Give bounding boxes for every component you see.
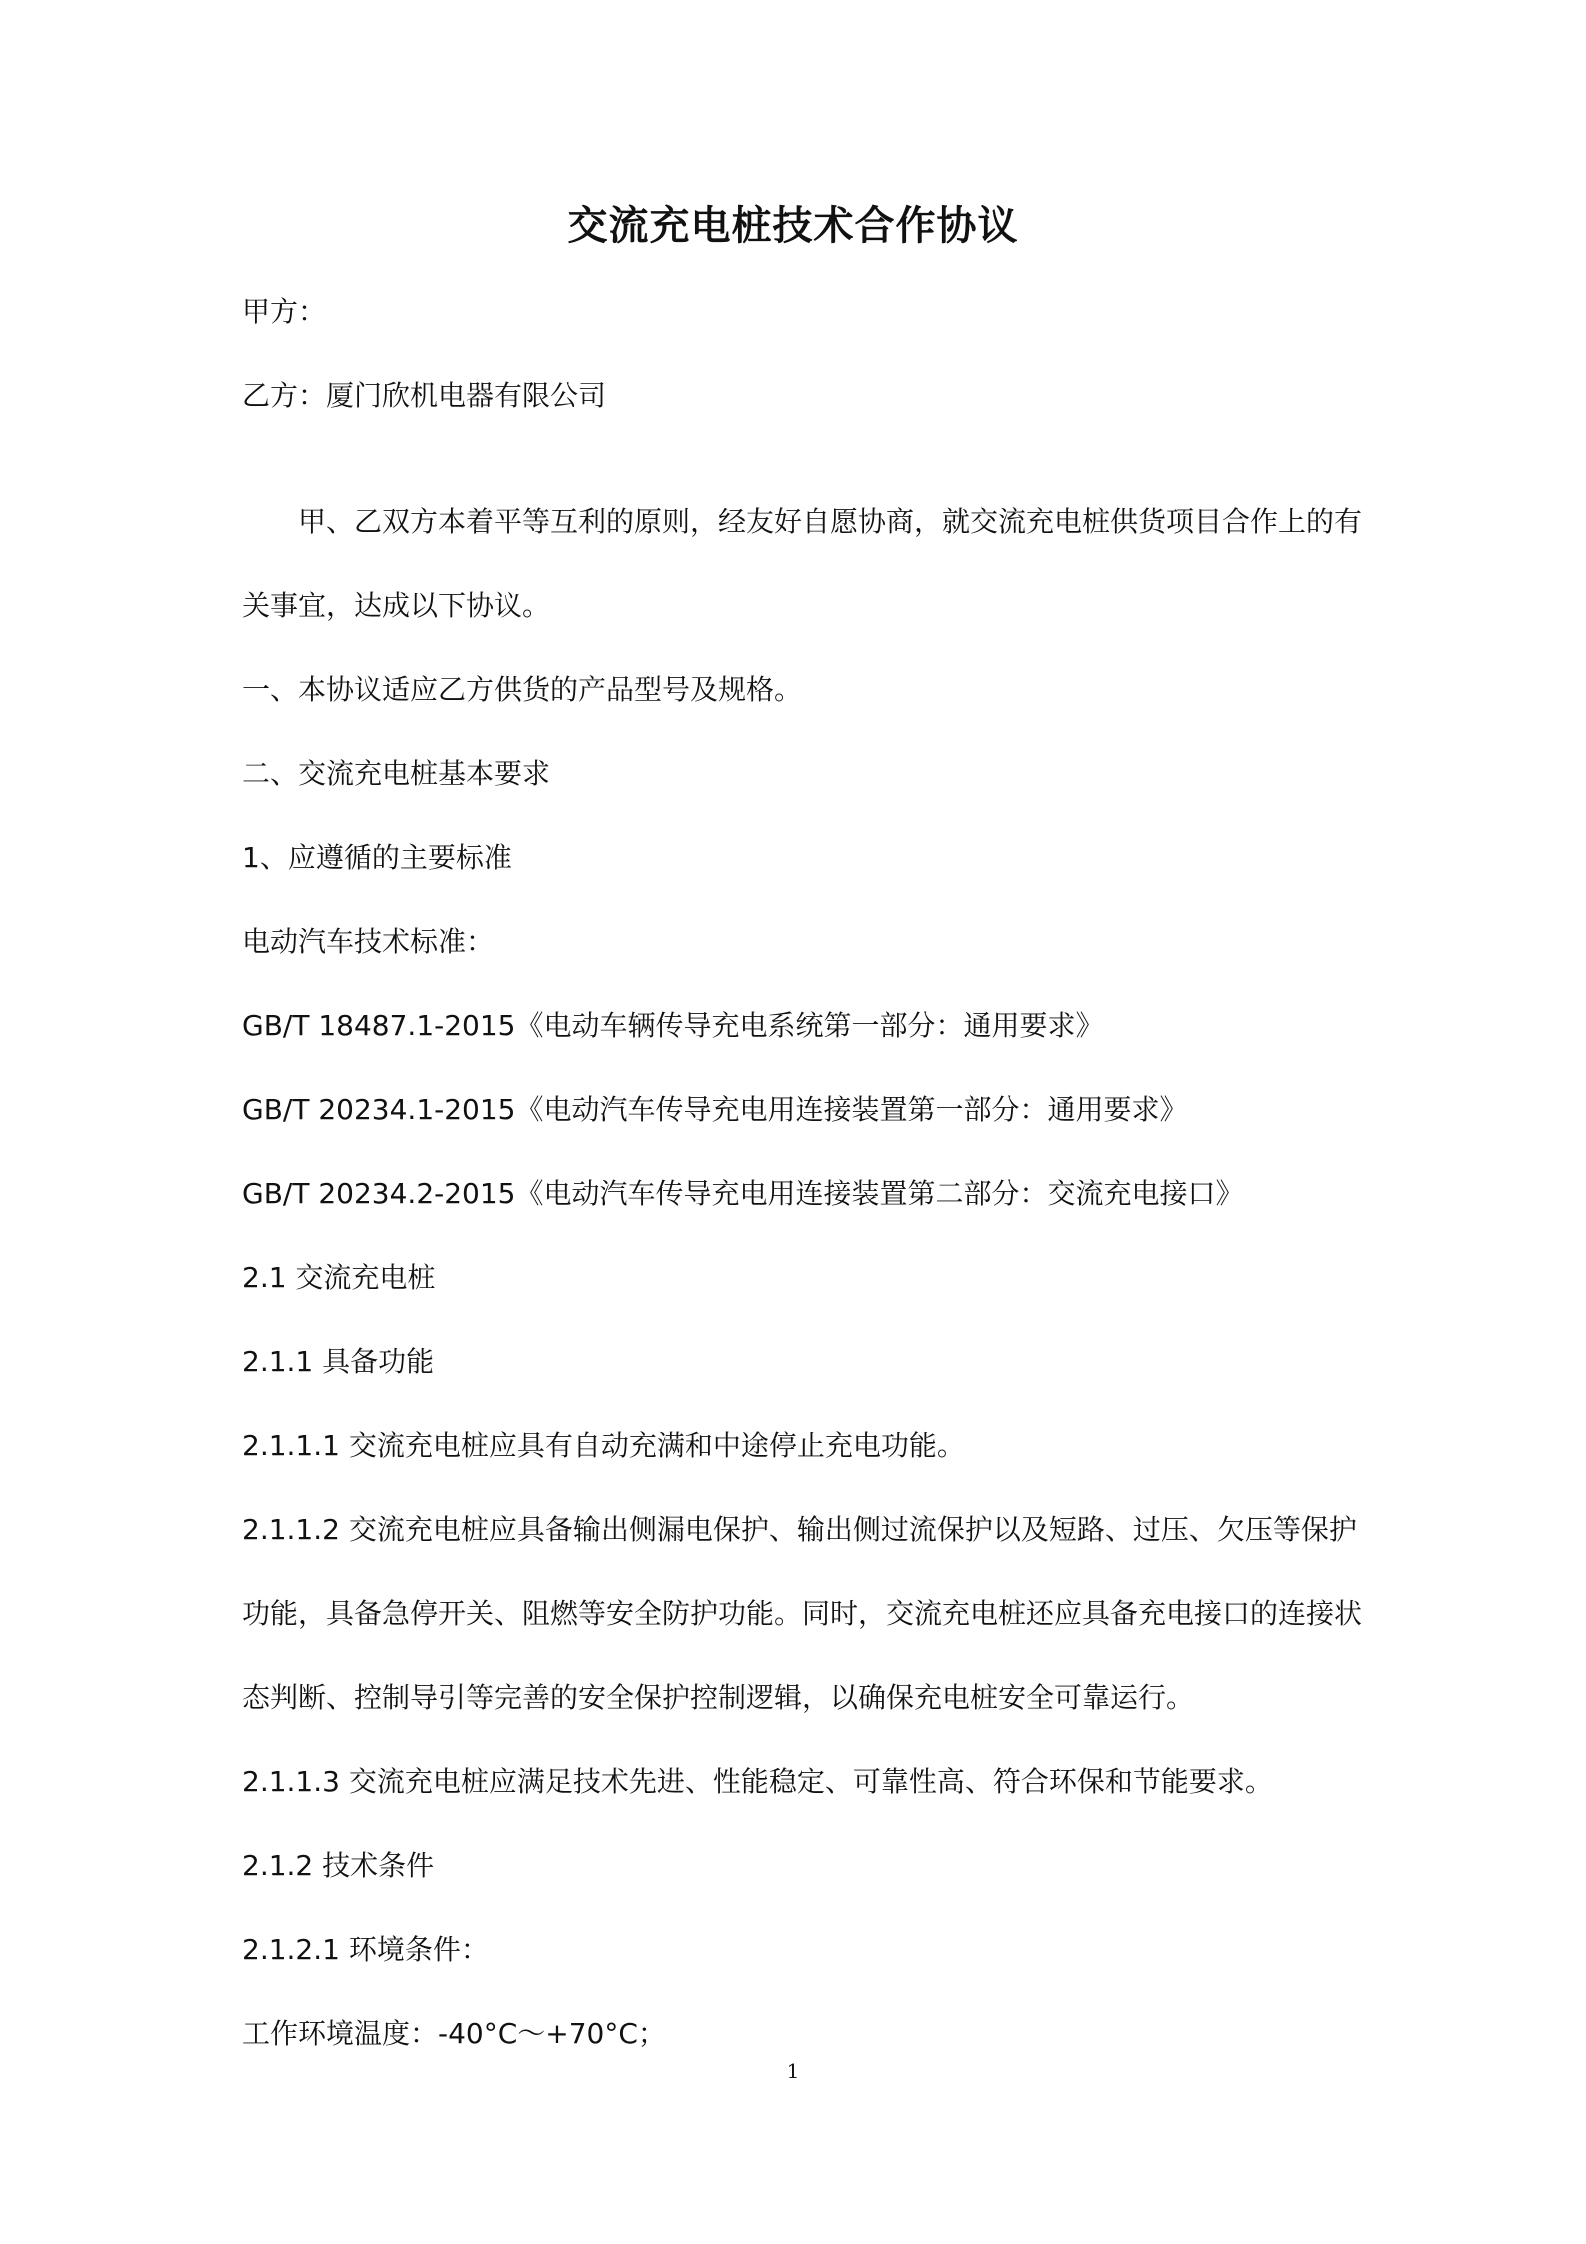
clause-2-1-1-2-line-3: 态判断、控制导引等完善的安全保护控制逻辑，以确保充电桩安全可靠运行。 [242,1681,1195,1714]
party-b-line: 乙方：厦门欣机电器有限公司 [242,379,607,412]
intro-paragraph-line-1: 甲、乙双方本着平等互利的原则，经友好自愿协商，就交流充电桩供货项目合作上的有 [298,505,1363,538]
clause-2-1-1-3: 2.1.1.3 交流充电桩应满足技术先进、性能稳定、可靠性高、符合环保和节能要求。 [242,1765,1273,1798]
clause-2-1-2-1: 2.1.2.1 环境条件： [242,1933,489,1966]
section-2-1-1-heading: 2.1.1 具备功能 [242,1345,435,1378]
section-2-1-2-heading: 2.1.2 技术条件 [242,1849,435,1882]
document-title: 交流充电桩技术合作协议 [567,203,1019,249]
section-2-heading: 二、交流充电桩基本要求 [242,757,551,790]
section-2-1-heading: 2.1 交流充电桩 [242,1261,436,1294]
standard-item: GB/T 20234.1-2015《电动汽车传导充电用连接装置第一部分：通用要求》 [242,1093,1188,1126]
intro-paragraph-line-2: 关事宜，达成以下协议。 [242,589,551,622]
clause-2-1-1-2-line-2: 功能，具备急停开关、阻燃等安全防护功能。同时，交流充电桩还应具备充电接口的连接状 [242,1597,1363,1630]
item-1-heading: 1、应遵循的主要标准 [242,841,512,874]
standard-item: GB/T 18487.1-2015《电动车辆传导充电系统第一部分：通用要求》 [242,1009,1104,1042]
standard-item: GB/T 20234.2-2015《电动汽车传导充电用连接装置第二部分：交流充电接口》 [242,1177,1244,1210]
clause-2-1-1-1: 2.1.1.1 交流充电桩应具有自动充满和中途停止充电功能。 [242,1429,965,1462]
section-1-heading: 一、本协议适应乙方供货的产品型号及规格。 [242,673,803,706]
temperature-line: 工作环境温度：-40°C～+70°C； [242,2017,666,2050]
standards-heading: 电动汽车技术标准： [242,925,495,958]
party-a-line: 甲方： [242,295,327,328]
page-number: 1 [786,2059,800,2083]
clause-2-1-1-2-line-1: 2.1.1.2 交流充电桩应具备输出侧漏电保护、输出侧过流保护以及短路、过压、欠压等保护 [242,1513,1357,1546]
